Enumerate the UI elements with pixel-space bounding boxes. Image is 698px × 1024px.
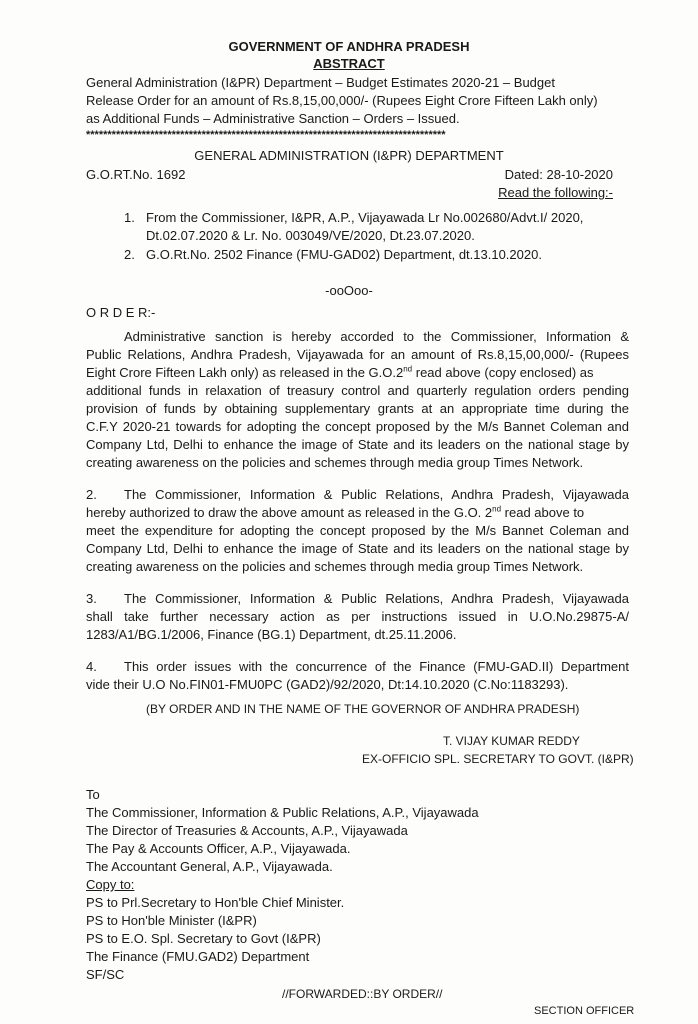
reference-1-line-2: Dt.02.07.2020 & Lr. No. 003049/VE/2020, Dt.23.07.2020. xyxy=(146,228,475,243)
section-officer: SECTION OFFICER xyxy=(534,1005,635,1017)
paragraph-2-line: creating awareness on the policies and schemes through media group Times Network. xyxy=(86,559,584,574)
paragraph-3-number: 3. xyxy=(86,591,97,606)
reference-2-number: 2. xyxy=(124,247,135,262)
signatory-name: T. VIJAY KUMAR REDDY xyxy=(443,734,580,748)
reference-1-number: 1. xyxy=(124,210,135,225)
paragraph-2-line: The Commissioner, Information & Public Relations, Andhra Pradesh, Vijayawada xyxy=(124,487,629,502)
copy-item: SF/SC xyxy=(86,967,125,982)
subject-line-1: General Administration (I&PR) Department – Budget Estimates 2020-21 – Budget xyxy=(86,75,555,90)
divider: -ooOoo- xyxy=(325,283,373,298)
paragraph-3-line: The Commissioner, Information & Public Relations, Andhra Pradesh, Vijayawada xyxy=(124,591,629,606)
paragraph-2-number: 2. xyxy=(86,487,97,502)
paragraph-4-line: This order issues with the concurrence of the Finance (FMU-GAD.II) Department xyxy=(124,659,629,674)
paragraph-2-text: read above to xyxy=(501,505,585,520)
reference-2-line-1: G.O.Rt.No. 2502 Finance (FMU-GAD02) Department, dt.13.10.2020. xyxy=(146,247,542,262)
order-label: O R D E R:- xyxy=(86,305,156,320)
paragraph-1-line: Company Ltd, Delhi to enhance the image of State and its leaders on the national stage by xyxy=(86,437,629,452)
paragraph-1-line: provision of funds by obtaining supplementary grants at an appropriate time during the xyxy=(86,401,629,416)
abstract-heading: ABSTRACT xyxy=(313,56,385,71)
government-heading: GOVERNMENT OF ANDHRA PRADESH xyxy=(228,39,470,54)
forwarded-line: //FORWARDED::BY ORDER// xyxy=(282,987,443,1001)
subject-line-3: as Additional Funds – Administrative Sanction – Orders – Issued. xyxy=(86,111,460,126)
copy-item: PS to Hon'ble Minister (I&PR) xyxy=(86,913,257,928)
subject-line-2: Release Order for an amount of Rs.8,15,00,000/- (Rupees Eight Crore Fifteen Lakh only) xyxy=(86,93,598,108)
paragraph-4-number: 4. xyxy=(86,659,97,674)
by-order-line: (BY ORDER AND IN THE NAME OF THE GOVERNOR OF ANDHRA PRADESH) xyxy=(146,702,580,716)
recipient-item: The Accountant General, A.P., Vijayawada. xyxy=(86,859,333,874)
paragraph-3-line: shall take further necessary action as per instructions issued in U.O.No.29875-A/ xyxy=(86,609,629,624)
signatory-title: EX-OFFICIO SPL. SECRETARY TO GOVT. (I&PR) xyxy=(362,752,634,766)
reference-1-line-1: From the Commissioner, I&PR, A.P., Vijayawada Lr No.002680/Advt.I/ 2020, xyxy=(146,210,584,225)
recipient-item: The Commissioner, Information & Public Relations, A.P., Vijayawada xyxy=(86,805,479,820)
paragraph-1-line: Public Relations, Andhra Pradesh, Vijayawada for an amount of Rs.8,15,00,000/- (Rupees xyxy=(86,347,629,362)
go-number: G.O.RT.No. 1692 xyxy=(86,167,186,182)
recipient-item: The Pay & Accounts Officer, A.P., Vijayawada. xyxy=(86,841,351,856)
paragraph-1-line: C.F.Y 2020-21 towards for adopting the concept proposed by the M/s Bannet Coleman and xyxy=(86,419,629,434)
paragraph-3-line: 1283/A1/BG.1/2006, Finance (BG.1) Department, dt.25.11.2006. xyxy=(86,627,457,642)
paragraph-2-line: meet the expenditure for adopting the concept proposed by the M/s Bannet Coleman and xyxy=(86,523,629,538)
recipient-item: The Director of Treasuries & Accounts, A.P., Vijayawada xyxy=(86,823,408,838)
paragraph-1-line-part xyxy=(86,364,594,381)
copy-item: PS to Prl.Secretary to Hon'ble Chief Minister. xyxy=(86,895,345,910)
paragraph-1-line: additional funds in relaxation of treasury control and quarterly regulation orders pending xyxy=(86,383,629,398)
read-following: Read the following:- xyxy=(498,185,613,200)
paragraph-1-line: creating awareness on the policies and schemes through media group Times Network. xyxy=(86,455,584,470)
order-date: Dated: 28-10-2020 xyxy=(504,167,613,182)
separator-stars: ************************************************************************************ xyxy=(86,129,446,141)
paragraph-1-line: Administrative sanction is hereby accorded to the Commissioner, Information & xyxy=(124,329,629,344)
paragraph-2-line: Company Ltd, Delhi to enhance the image of State and its leaders on the national stage by xyxy=(86,541,629,556)
paragraph-1-text: Eight Crore Fifteen Lakh only) as released in the G.O.2 xyxy=(86,365,404,380)
ordinal-superscript: nd xyxy=(403,364,413,374)
copy-item: PS to E.O. Spl. Secretary to Govt (I&PR) xyxy=(86,931,321,946)
paragraph-4-line: vide their U.O No.FIN01-FMU0PC (GAD2)/92/2020, Dt:14.10.2020 (C.No:1183293). xyxy=(86,677,569,692)
department-heading: GENERAL ADMINISTRATION (I&PR) DEPARTMENT xyxy=(194,148,504,163)
paragraph-1-text: read above (copy enclosed) as xyxy=(412,365,594,380)
paragraph-2-text: hereby authorized to draw the above amount as released in the G.O. 2 xyxy=(86,505,493,520)
copy-to-label: Copy to: xyxy=(86,877,135,892)
paragraph-2-line xyxy=(86,504,584,521)
paragraph-1-line xyxy=(86,364,629,381)
ordinal-superscript: nd xyxy=(492,504,502,514)
copy-item: The Finance (FMU.GAD2) Department xyxy=(86,949,310,964)
to-label: To xyxy=(86,787,100,802)
